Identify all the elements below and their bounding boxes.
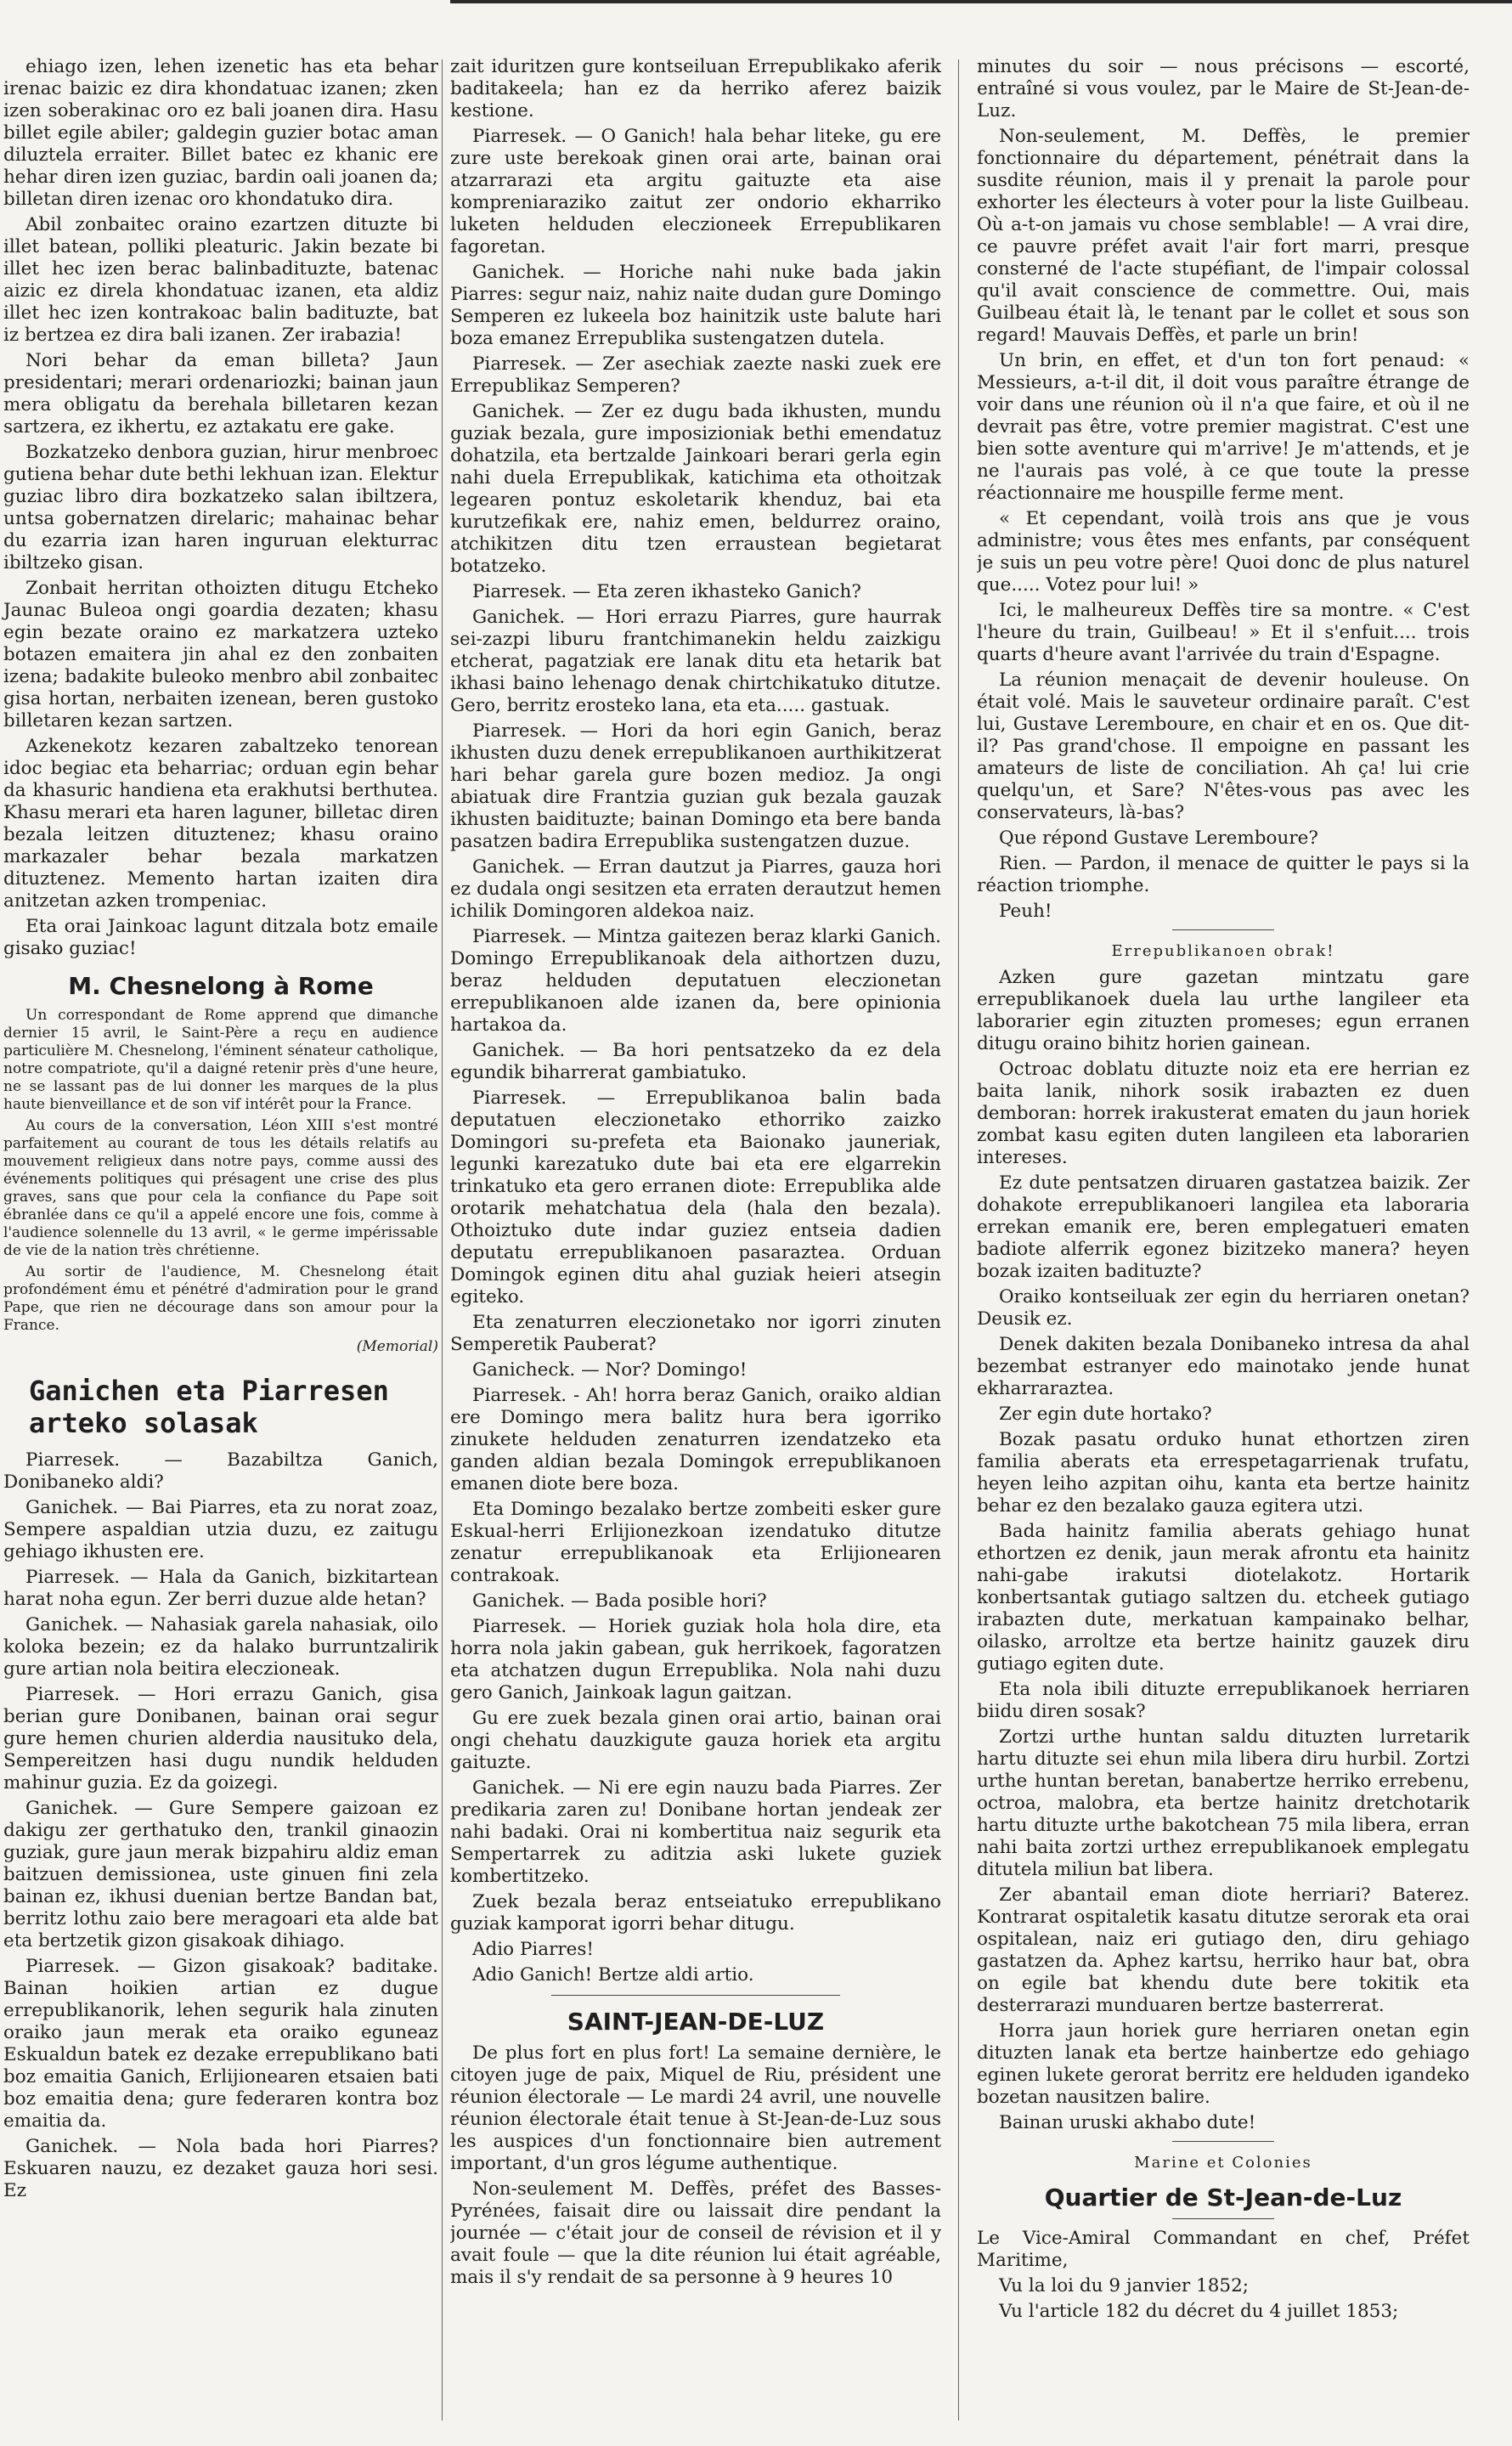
dialogue-line: Ganichek. — Nola bada hori Piarres? Eskuaren nauzu, ez dezaket gauza hori sesi. Ez — [3, 2136, 438, 2201]
dialogue-line: Piarresek. — Errepublikanoa balin bada deputatuen eleczionetako ethorriko zaizko Domingori su-prefeta eta Baionako jauneriak, legunki karezatuko dute bai eta ere elgarrekin trinkatuko eta gero erranen diote: Errepublika alde orotarik mehatchatua dela (hala den bezala). Othoiztuko dute indar guziez entseia dadien deputatu errepublikanoen pasaraztea. Orduan Domingok eginen ditu ahal guziak heieri atsegin egiteko. — [450, 1087, 941, 1308]
dialogue-line: Zuek bezala beraz entseiatuko errepublikano guziak kamporat igorri behar ditugu. — [450, 1891, 941, 1935]
dialogue-line: Ganichek. — Bai Piarres, eta zu norat zoaz, Sempere aspaldian utzia duzu, ez zaitugu gehiago ikhusten ere. — [3, 1497, 438, 1562]
dialogue-line: Ganichek. — Erran dautzut ja Piarres, gauza hori ez dudala ongi sesitzen eta erraten derautzut hemen ichilik Domingoren aldekoa naiz. — [450, 856, 941, 922]
article-paragraph: Un brin, en effet, et d'un ton fort penaud: « Messieurs, a-t-il dit, il doit vous paraître étrange de voir dans une réunion où il n'a que faire, et où il ne devrait pas être, votre premier magistrat. C'est une bien sotte aventure qui m'arrive! Je m'attends, et je ne l'aurais pas volé, à ce que toute la presse réactionnaire me houspille ferme ment. — [977, 350, 1470, 504]
article-paragraph: La réunion menaçait de devenir houleuse. On était volé. Mais le sauveteur ordinaire paraît. C'est lui, Gustave Leremboure, en chair et en os. Que dit-il? Pas grand'chose. Il empoigne en passant les amateurs de liste de conciliation. Ah ça! lui crie quelqu'un, et Sare? N'êtes-vous pas avec les conservateurs, là-bas? — [977, 669, 1470, 823]
article-paragraph: De plus fort en plus fort! La semaine dernière, le citoyen juge de paix, Miquel de Riu, président une réunion électorale — Le mardi 24 avril, une nouvelle réunion électorale était tenue à St-Jean-de-Luz sous les auspices d'un fonctionnaire bien autrement important, d'un gros légume authentique. — [450, 2042, 941, 2174]
article-paragraph: Au cours de la conversation, Léon XIII s'est montré parfaitement au courant de tous les détails relatifs au mouvement religieux dans notre pays, comme aussi des événements politiques qui présagent une crise des plus graves, sans que pour cela la confiance du Pape soit ébranlée dans ce qu'il a appelé encore une fois, comme à l'audience solennelle du 13 avril, « le germe impérissable de vie de la nation très chrétienne. — [3, 1117, 438, 1259]
section-divider — [551, 1995, 840, 1996]
article-paragraph: Zer egin dute hortako? — [999, 1404, 1212, 1425]
dialogue-line: Ganicheck. — Nor? Domingo! — [472, 1359, 748, 1381]
dialogue-line: Piarresek. - Ah! horra beraz Ganich, oraiko aldian ere Domingo mera balitz hura bera igorriko zinukete helduden zenaturren izendatzeko eta ganden aldian bezala Domingok errepublikanoen emanen diote bere boza. — [450, 1385, 941, 1494]
dialogue-line: Ganichek. — Ba hori pentsatzeko da ez dela egundik biharrerat gambiatuko. — [450, 1040, 941, 1083]
dialogue-line: Piarresek. — Mintza gaitezen beraz klarki Ganich. Domingo Errepublikanoak dela aithortzen duzu, beraz helduden deputatuen eleczionetan errepublikanoen alde izanen da, bere opinionia hartakoa da. — [450, 926, 941, 1036]
column-1 — [0, 56, 438, 2439]
article-paragraph: minutes du soir — nous précisons — escorté, entraîné si vous voulez, par le Maire de St-Jean-de-Luz. — [977, 56, 1470, 121]
article-paragraph: Non-seulement M. Deffès, préfet des Basses-Pyrénées, faisait dire ou laissait dire pendant la journée — c'était jour de conseil de révision et il y avait foule — que la dite réunion lui était agréable, mais il s'y rendait de sa personne à 9 heures 10 — [450, 2178, 941, 2288]
article-paragraph: Au sortir de l'audience, M. Chesnelong était profondément ému et pénétré d'admiration pour le grand Pape, que rien ne décourage dans son amour pour la France. — [3, 1263, 438, 1334]
article-paragraph: Oraiko kontseiluak zer egin du herriaren onetan? Deusik ez. — [977, 1286, 1470, 1330]
article-paragraph: Peuh! — [999, 901, 1052, 922]
decree-line: Vu l'article 182 du décret du 4 juillet 1853; — [999, 2301, 1399, 2322]
marine-heading: Marine et Colonies — [1134, 2154, 1312, 2172]
article-paragraph: Bozkatzeko denbora guzian, hirur menbroec gutiena behar dute bethi lekhuan izan. Elektur guziac libro dira bozkatzeko salan ibiltzera, untsa gobernatzen direlaric; mahainac behar du ezarria izan haren inguruan elekturrac ibiltzeko gisan. — [3, 442, 438, 573]
article-paragraph: Un correspondant de Rome apprend que dimanche dernier 15 avril, le Saint-Père a reçu en audience particulière M. Chesnelong, l'éminent sénateur catholique, notre compatriote, qu'il a daigné retenir près d'une heure, ne se lassant pas de lui donner les marques de la plus haute bienveillance et de son vif intérêt pour la France. — [3, 1007, 438, 1113]
article-paragraph: Non-seulement, M. Deffès, le premier fonctionnaire du département, pénétrait dans la susdite réunion, mais il y prenait la parole pour exhorter les électeurs à voter pour la liste Guilbeau. Où a-t-on jamais vu chose semblable! — A vrai dire, ce pauvre préfet avait l'air fort marri, presque consterné de l'acte stupéfiant, de l'impair colossal qu'il avait conscience de commettre. Oui, mais Guilbeau était là, le tenant par le collet et sous son regard! Mauvais Deffès, et parle un brin! — [977, 126, 1470, 346]
dialogue-line: Piarresek. — Hori da hori egin Ganich, beraz ikhusten duzu denek errepublikanoen aurthikitzerat hari behar garela gure bozen medioz. Ja ongi abiatuak dire Frantzia guzian guk bezala gauzak ikhusten baidituzte; bainan Domingo eta bere banda pasatzen badira Errepublika sustengatzen duzue. — [450, 720, 941, 852]
source-credit: (Memorial) — [356, 1338, 438, 1355]
article-paragraph: Zer abantail eman diote herriari? Baterez. Kontrarat ospitaletik kasatu ditutze serorak eta orai ospitalean, naiz eri gutiago den, diru gehiago gastatzen da. Aphez kartsu, herriko haur bat, obra on egile bat khendu dute bere tokitik eta desterrarazi munduaren bertze basterrerat. — [977, 1884, 1470, 2016]
errepublikanoen-headline: Errepublikanoen obrak! — [1111, 942, 1335, 960]
section-divider — [1172, 2141, 1274, 2142]
dialogue-line: Piarresek. — Hori errazu Ganich, gisa berian gure Donibanen, bainan orai segur gure hemen churien alderdia nausituko dela, Sempereitzen hasi dugu nundik helduden mahinur guzia. Ez da goizegi. — [3, 1684, 438, 1794]
column-2 — [450, 56, 941, 2439]
column-divider — [442, 59, 443, 2421]
article-paragraph: Que répond Gustave Leremboure? — [999, 828, 1318, 849]
dialogue-line: Ganichek. — Nahasiak garela nahasiak, oilo koloka bezein; ez da halako burruntzalirik gure artian nola beitira eleczioneak. — [3, 1614, 438, 1680]
quartier-heading: Quartier de St-Jean-de-Luz — [1044, 2183, 1402, 2212]
column-3 — [977, 56, 1470, 2439]
decree-line: Vu la loi du 9 janvier 1852; — [999, 2275, 1249, 2296]
article-paragraph: ehiago izen, lehen izenetic has eta behar irenac baizic ez dira khondatuac izanen; zken izen soberakinac oro ez bali joanen dira. Hasu billet egile abiler; galdegin guzier botac aman diluztela erraiter. Billet batec ez khanic ere hehar diren izen guziac, bardin oali joanen da; billetan diren izenac oro khondatuko dira. — [3, 56, 438, 210]
chesnelong-article — [3, 1007, 438, 1356]
dialogue-line: Eta zenaturren eleczionetako nor igorri zinuten Semperetik Pauberat? — [450, 1312, 941, 1355]
article-paragraph: Rien. — Pardon, il menace de quitter le pays si la réaction triomphe. — [977, 853, 1470, 896]
dialogue-line: Ganichek. — Ni ere egin nauzu bada Piarres. Zer predikaria zaren zu! Donibane hortan jendeak zer nahi badaki. Orai ni kombertitua naiz segurik eta Sempertarrek zu aditzia aski lukete guziek kombertitzeko. — [450, 1777, 941, 1887]
dialogue-line: Ganichek. — Hori errazu Piarres, gure haurrak sei-zazpi liburu frantchimanekin heldu zaizkigu etcherat, pagatziak ere lanak ditu eta hetarik bat ikhasi baino lehenago denak chirtchikatuko ditutze. Gero, berritz erosteko lana, eta eta..... gastuak. — [450, 607, 941, 716]
dialogue-line: zait iduritzen gure kontseiluan Errepublikako aferik baditakeela; han ez da herriko aferez baizik kestione. — [450, 56, 941, 121]
dialogue-line: Ganichek. — Horiche nahi nuke bada jakin Piarres: segur naiz, nahiz naite dudan gure Domingo Semperen ez lukeela boz hainitzik uste balute hari boza emanez Errepublika sustengatzen dutela. — [450, 262, 941, 349]
article-paragraph: Azkenekotz kezaren zabaltzeko tenorean idoc begiac eta beharriac; orduan egin behar da khasuric handiena eta erakhutsi berthutea. Khasu merari eta haren laguner, billetac diren bezala leitzen dituztenez; khasu oraino markazaler behar bezala markatzen dituztenez. Memento hartan izaiten dira anitzetan azken trompeniac. — [3, 736, 438, 912]
dialogue-line: Piarresek. — Gizon gisakoak? baditake. Bainan hoikien artian ez dugue errepublikanorik, lehen segurik hala zinuten oraiko jaun merak eta oraiko eguneaz Eskualdun batek ez dezake errepublikano bati boz emaitia Ganich, Erlijionearen etsaien bati boz emaitia dena; gure federaren kontra boz emaitia da. — [3, 1956, 438, 2132]
dialogue-line: Piarresek. — Eta zeren ikhasteko Ganich? — [472, 581, 861, 602]
article-paragraph: Eta orai Jainkoac lagunt ditzala botz emaile gisako guziac! — [3, 916, 438, 959]
article-paragraph: Eta nola ibili dituzte errepublikanoek herriaren biidu diren sosak? — [977, 1679, 1470, 1722]
sjdl-headline: SAINT-JEAN-DE-LUZ — [567, 2008, 825, 2036]
top-rule — [450, 0, 1512, 3]
dialogue-line: Gu ere zuek bezala ginen orai artio, bainan orai ongi chehatu dauzkigute gauza horiek eta argitu gaituzte. — [450, 1708, 941, 1773]
article-paragraph: Zortzi urthe huntan saldu dituzten lurretarik hartu dituzte sei ehun mila libera diru hurbil. Zortzi urthe huntan beretan, banabertze herriko errebenu, octroa, malobra, eta bertze hainitz dretchotarik hartu dituzte urthe bakotchean 75 mila libera, erran nahi baita zortzi urthez errepublikanoek emplegatu ditutela miliun bat libera. — [977, 1726, 1470, 1880]
article-paragraph: Octroac doblatu dituzte noiz eta ere herrian ez baita lanik, nihork sosik irabazten ez duen demboran: horrek irakusterat ematen du jaun horiek zombat kasu egiten duten langileen eta laborarien intereses. — [977, 1059, 1470, 1168]
article-paragraph: Ez dute pentsatzen diruaren gastatzea baizik. Zer dohakote errepublikanoeri langilea eta laboraria errekan emanik ere, beren emplegatueri ematen badiote alferrik egonez bizitzeko manera? heyen bozak izaiten badituzte? — [977, 1172, 1470, 1282]
article-paragraph: Ici, le malheureux Deffès tire sa montre. « C'est l'heure du train, Guilbeau! » Et il s'enfuit.... trois quarts d'heure avant l'arrivée du train d'Espagne. — [977, 600, 1470, 665]
article-paragraph: « Et cependant, voilà trois ans que je vous administre; vous êtes mes enfants, par conséquent je suis un peu votre père! Quoi donc de plus naturel que..... Votez pour lui! » — [977, 508, 1470, 596]
article-paragraph: Horra jaun horiek gure herriaren onetan egin dituzten lanak eta bertze hainbertze edo gehiago eginen lukete gerorat berritz ere helduden igandeko bozetan nausitzen balire. — [977, 2020, 1470, 2108]
section-divider — [1172, 2218, 1274, 2219]
decree-line: Le Vice-Amiral Commandant en chef, Préfet Maritime, — [977, 2228, 1470, 2271]
article-paragraph: Bada hainitz familia aberats gehiago hunat ethortzen ez denik, jaun merak afrontu eta hainitz nahi-gabe irakutsi diotelakotz. Hortarik konbertsantak gutiago saltzen du. etcheek gutiago irabazten dute, merkatuan kampainako belhar, oilasko, arroltze eta bertze hainitz gauzek diru gutiago egiten dute. — [977, 1521, 1470, 1675]
dialogue-line: Piarresek. — Zer asechiak zaezte naski zuek ere Errepublikaz Semperen? — [450, 353, 941, 397]
dialogue-line: Piarresek. — O Ganich! hala behar liteke, gu ere zure uste berekoak ginen orai arte, bainan orai atzarrarazi eta argitu gaituzte eta aise kompreniaraziko zaitut zer ondorio ekharriko luketen helduden eleczioneek Errepublikaren fagoretan. — [450, 126, 941, 257]
article-paragraph: Denek dakiten bezala Donibaneko intresa da ahal bezembat estranyer edo mainotako jende hunat ekharraraztea. — [977, 1334, 1470, 1399]
dialogue-line: Ganichek. — Zer ez dugu bada ikhusten, mundu guziak bezala, gure imposizioniak bethi emendatuz dohatzila, eta bertzalde Jainkoari berari gerla egin nahi duela Errepublikak, katichima eta othoitzak legearen pontuz eskoletarik khenduz, bai eta kurutzefikak ere, nahiz emen, beldurrez oraino, atchikitzen ditu tzen erraustean begietarat botatzeko. — [450, 401, 941, 577]
article-paragraph: Abil zonbaitec oraino ezartzen dituzte bi illet batean, polliki pleaturic. Jakin bezate bi illet hec izen berac balinbadituzte, batenac aizic ez direla khondatuac izanen, eta aldiz illet hec izen kontrakoac balin badituzte, bat iz bertzea ez dira bali izanen. Zer irabazia! — [3, 214, 438, 346]
article-paragraph: Bainan uruski akhabo dute! — [999, 2112, 1256, 2133]
dialogue-line: Adio Ganich! Bertze aldi artio. — [472, 1964, 754, 1986]
dialogue-line: Piarresek. — Horiek guziak hola hola dire, eta horra nola jakin gabean, guk herrikoek, fagoratzen eta atchatzen dugun Errepublika. Nola nahi duzu gero Ganich, Jainkoak lagun gaitzan. — [450, 1616, 941, 1703]
dialogue-line: Ganichek. — Gure Sempere gaizoan ez dakigu zer gerthatuko den, trankil ginaozin guziak, gure jaun merak bizpahiru aldiz eman baitzuen demissionea, uste ginuen fini zela bainan ez, ikhusi duenian bertze Bandan bat, berritz lothu zaio bere meragoari eta alde bat eta bertzetik gizon gisakoak dihiago. — [3, 1798, 438, 1952]
section-divider — [1172, 929, 1274, 930]
dialogue-line: Adio Piarres! — [472, 1939, 595, 1960]
article-paragraph: Bozak pasatu orduko hunat ethortzen ziren familia aberats eta errespetagarrienak trufatu, heyen leiho azpitan oihu, kanta eta bertze hainitz behar ez den bezalako gauza egitera utzi. — [977, 1429, 1470, 1517]
dialogue-line: Ganichek. — Bada posible hori? — [472, 1590, 767, 1612]
dialogue-line: Piarresek. — Bazabiltza Ganich, Donibaneko aldi? — [3, 1449, 438, 1493]
ganichen-headline: Ganichen eta Piarresen arteko solasak — [29, 1375, 389, 1439]
article-paragraph: Nori behar da eman billeta? Jaun presidentari; merari ordenariozki; bainan jaun mera obligatu da berehala billetaren kezan sartzera, ez ikhertu, ez aztakatu ere gake. — [3, 350, 438, 438]
dialogue-line: Eta Domingo bezalako bertze zombeiti esker gure Eskual-herri Erlijionezkoan izendatuko ditutze zenatur errepublikanoak eta Erlijionearen contrakoak. — [450, 1499, 941, 1586]
article-paragraph: Zonbait herritan othoizten ditugu Etcheko Jaunac Buleoa ongi goardia dezaten; khasu egin bezate oraino ez markatzera uzteko botazen emaitera jin ahal ez den zonbaiten izena; badakite buleoko menbro abil zonbaitec gisa hortan, nerbaiten izenean, beren gustoko billetaren kezan sartzen. — [3, 578, 438, 732]
chesnelong-headline: M. Chesnelong à Rome — [68, 972, 374, 1000]
column-divider — [958, 59, 959, 2421]
dialogue-line: Piarresek. — Hala da Ganich, bizkitartean harat noha egun. Zer berri duzue alde hetan? — [3, 1567, 438, 1610]
article-paragraph: Azken gure gazetan mintzatu gare errepublikanoek duela lau urthe langileer eta laborarier egin zituzten promeses; egun erranen ditugu oraino bihitz horien gainean. — [977, 967, 1470, 1054]
